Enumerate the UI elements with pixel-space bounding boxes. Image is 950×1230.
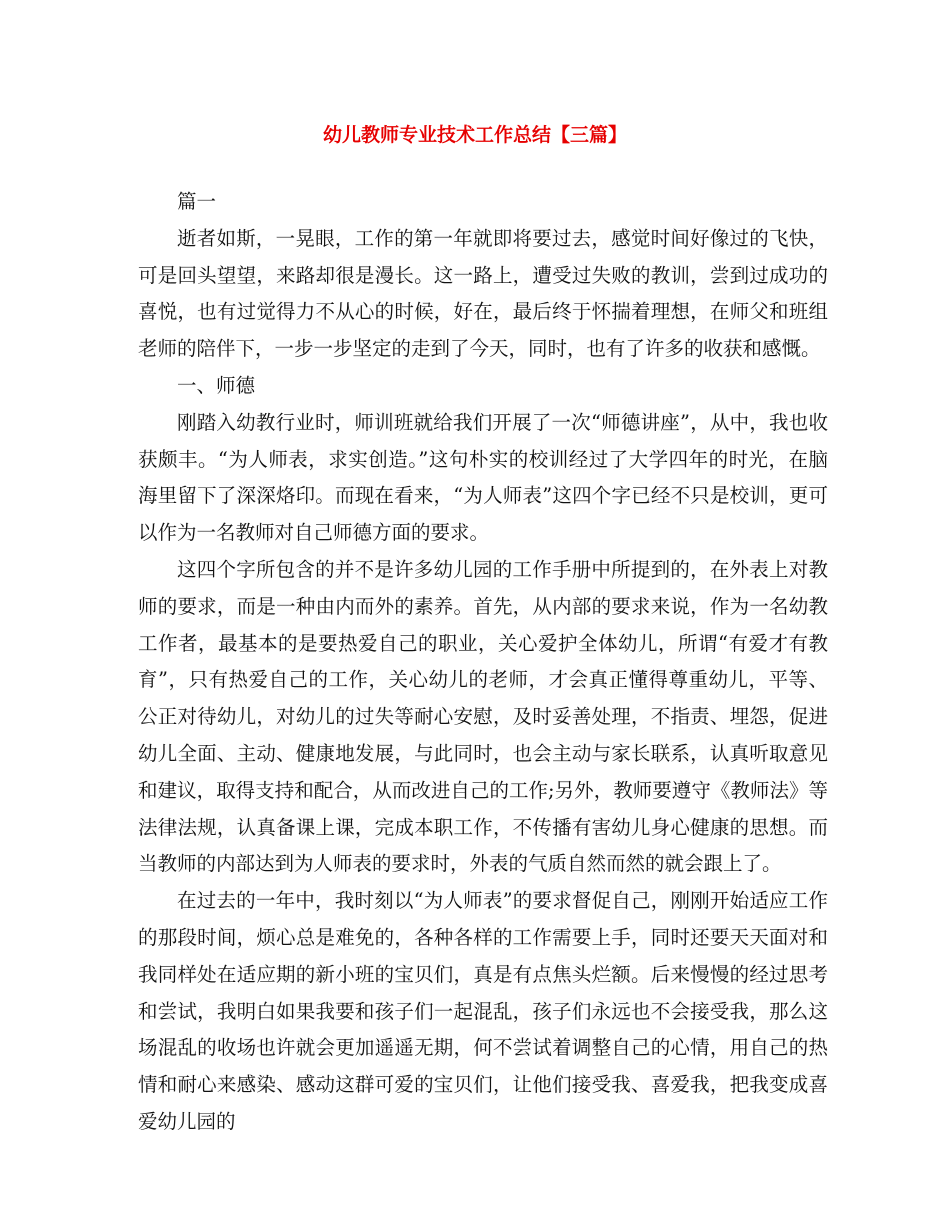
paragraph-ethics-lecture: 刚踏入幼教行业时，师训班就给我们开展了一次“师德讲座”，从中，我也收获颇丰。“为人师表，求实创造。”这句朴实的校训经过了大学四年的时光，在脑海里留下了深深烙印。而现在看来，“为人师表”这四个字已经不只是校训，更可以作为一名教师对自己师德方面的要求。 [138, 410, 828, 545]
paragraph-intro: 逝者如斯，一晃眼，工作的第一年就即将要过去，感觉时间好像过的飞快，可是回头望望，来路却很是漫长。这一路上，遭受过失败的教训，尝到过成功的喜悦，也有过觉得力不从心的时候，好在，最后终于怀揣着理想，在师父和班组老师的陪伴下，一步一步坚定的走到了今天，同时，也有了许多的收获和感慨。 [138, 226, 828, 361]
section-heading-ethics: 一、师德 [177, 373, 256, 397]
document-title: 幼儿教师专业技术工作总结【三篇】 [322, 124, 627, 146]
paragraph-ethics-meaning: 这四个字所包含的并不是许多幼儿园的工作手册中所提到的，在外表上对教师的要求，而是一种由内而外的素养。首先，从内部的要求来说，作为一名幼教工作者，最基本的是要热爱自己的职业，关心爱护全体幼儿，所谓“有爱才有教育”，只有热爱自己的工作，关心幼儿的老师，才会真正懂得尊重幼儿，平等、公正对待幼儿，对幼儿的过失等耐心安慰，及时妥善处理，不指责、埋怨，促进幼儿全面、主动、健康地发展，与此同时，也会主动与家长联系，认真听取意见和建议，取得支持和配合，从而改进自己的工作;另外，教师要遵守《教师法》等法律法规，认真备课上课，完成本职工作，不传播有害幼儿身心健康的思想。而当教师的内部达到为人师表的要求时，外表的气质自然而然的就会跟上了。 [138, 557, 828, 876]
section-label: 篇一 [177, 190, 217, 213]
document-body [138, 184, 828, 1141]
paragraph-past-year: 在过去的一年中，我时刻以“为人师表”的要求督促自己，刚刚开始适应工作的那段时间，烦心总是难免的，各种各样的工作需要上手，同时还要天天面对和我同样处在适应期的新小班的宝贝们，真是有点焦头烂额。后来慢慢的经过思考和尝试，我明白如果我要和孩子们一起混乱，孩子们永远也不会接受我，那么这场混乱的收场也许就会更加遥遥无期，何不尝试着调整自己的心情，用自己的热情和耐心来感染、感动这群可爱的宝贝们，让他们接受我、喜爱我，把我变成喜爱幼儿园的 [138, 889, 828, 1133]
